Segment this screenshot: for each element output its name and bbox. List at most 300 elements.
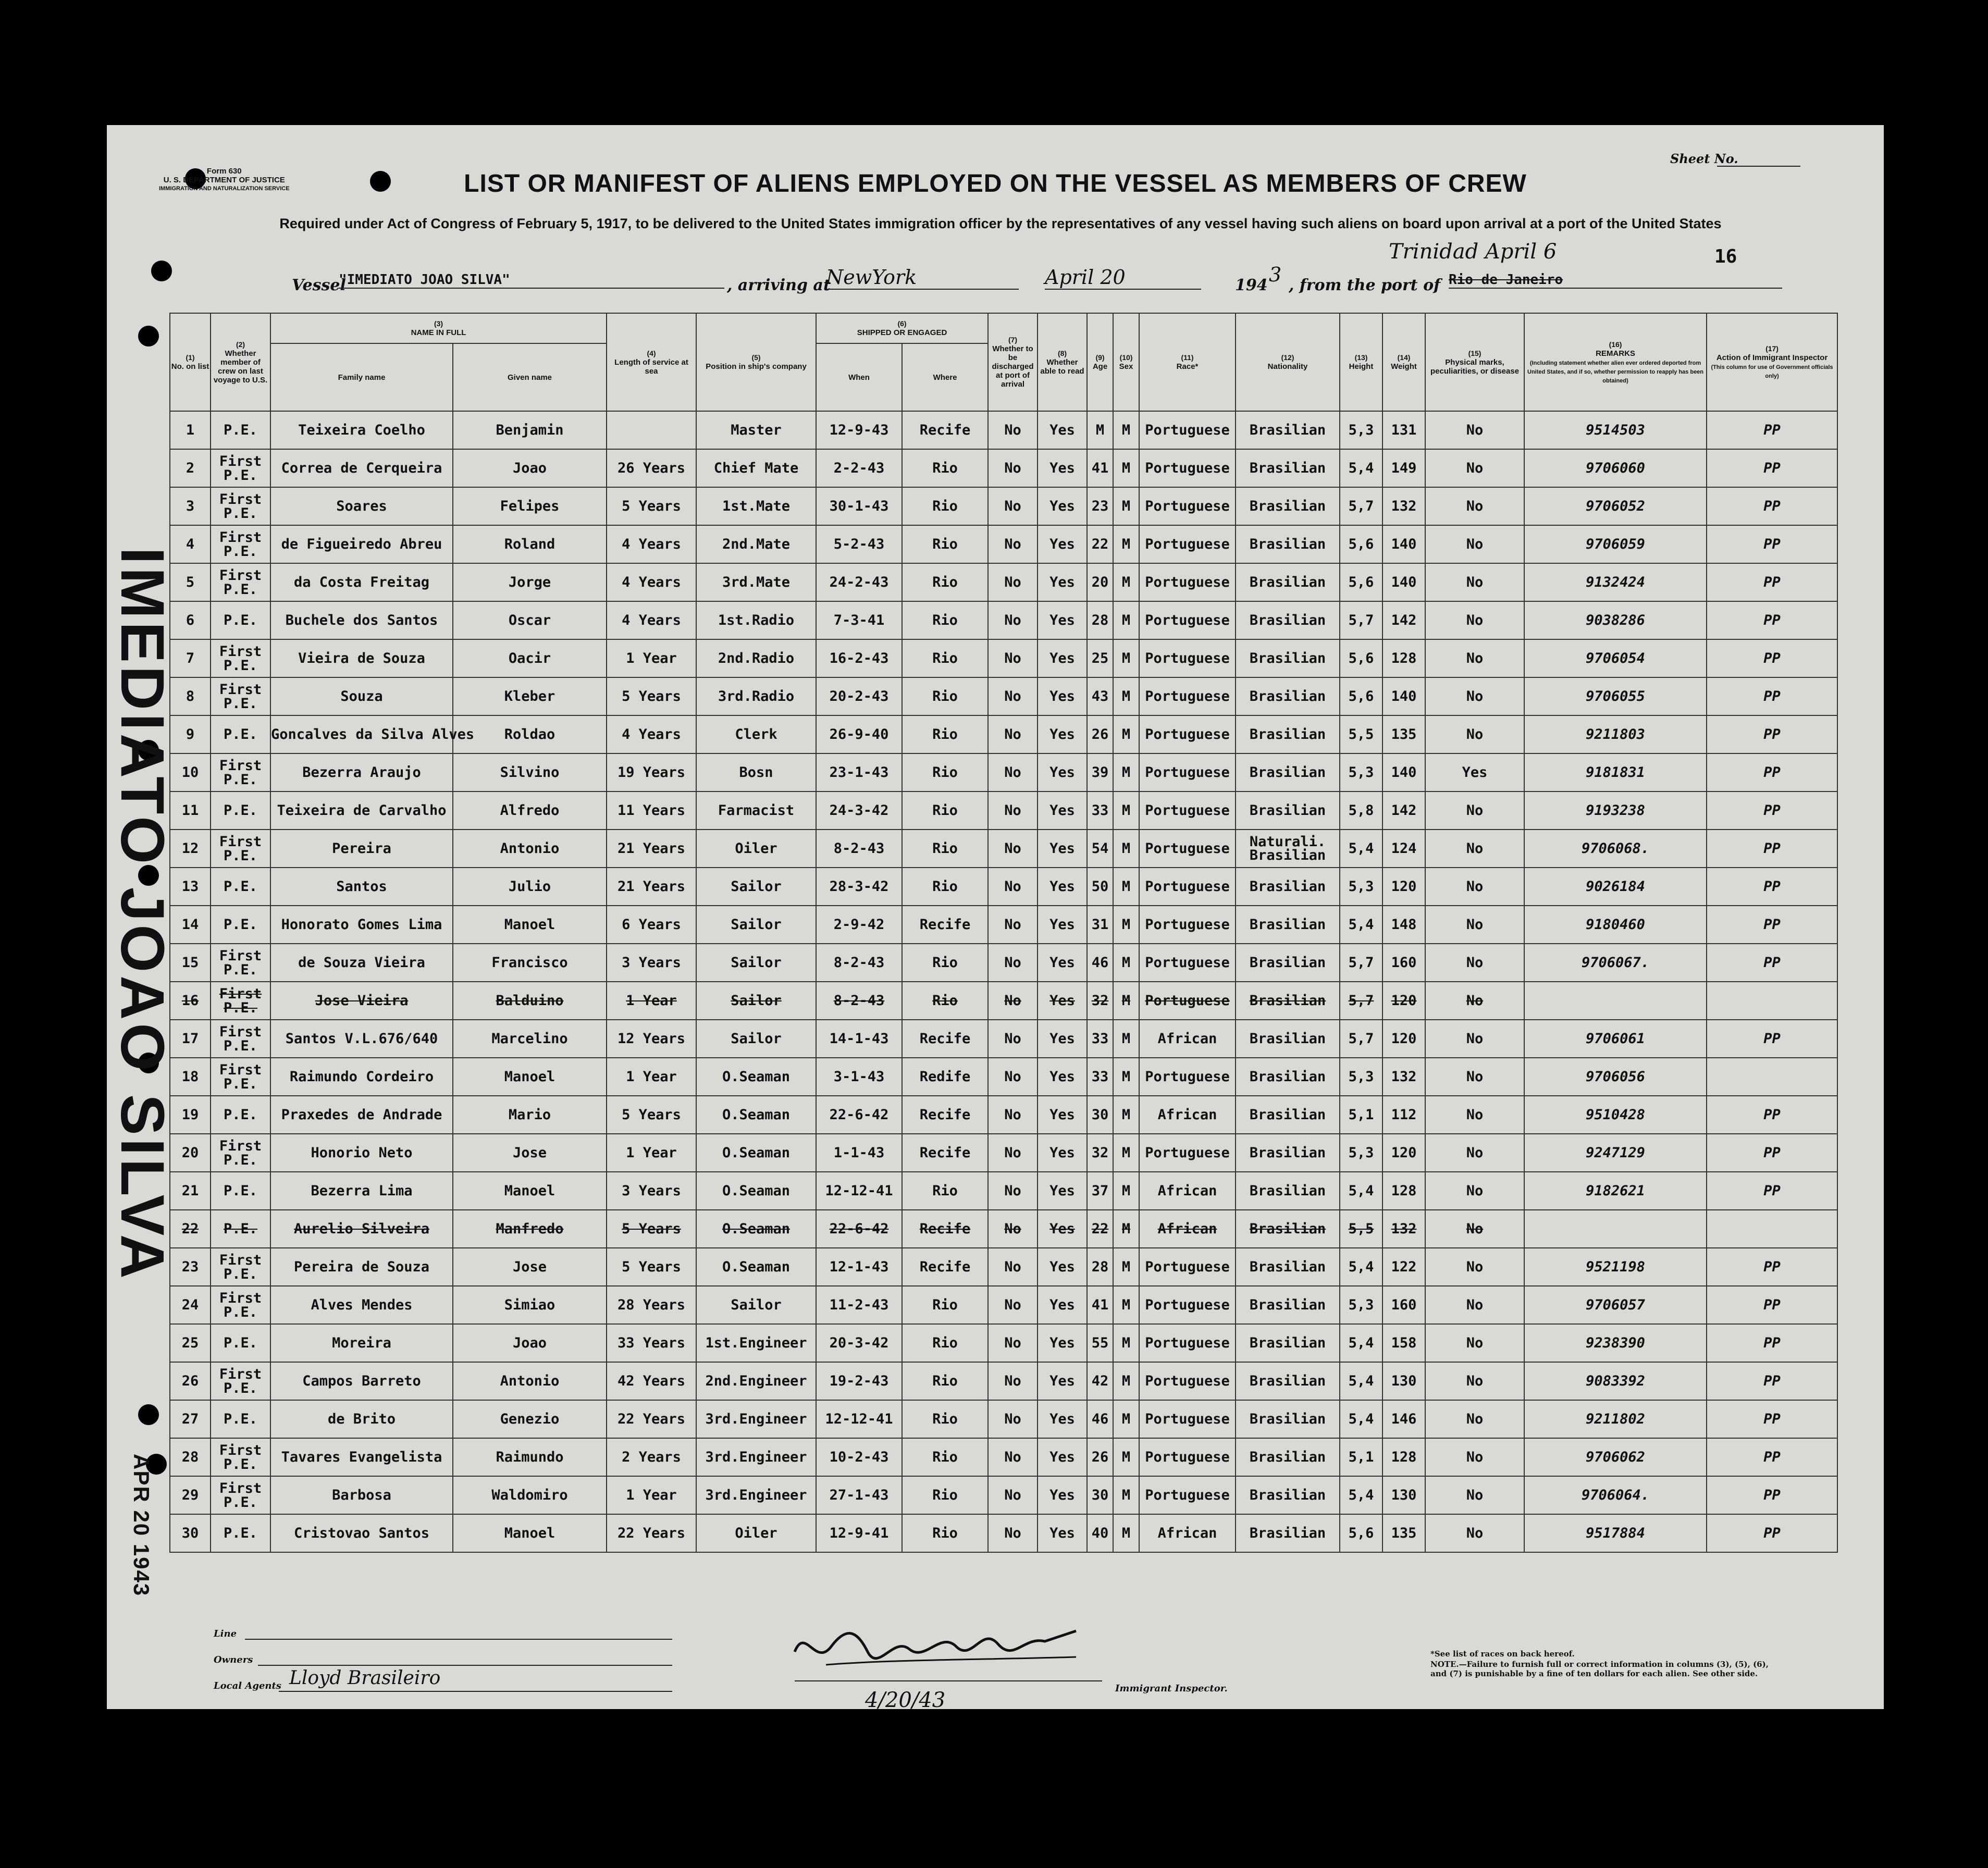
age-cell: 46 [1087, 944, 1113, 982]
physical-marks-cell: No [1425, 601, 1524, 639]
given-name-cell: Jose [453, 1248, 607, 1286]
service-length-cell: 1 Year [607, 1476, 696, 1514]
weight-cell: 130 [1382, 1362, 1425, 1400]
inspector-action-cell [1707, 1210, 1837, 1248]
discharged-cell: No [988, 1020, 1038, 1058]
punch-hole [138, 326, 159, 347]
weight-cell: 122 [1382, 1248, 1425, 1286]
physical-marks-cell: No [1425, 1400, 1524, 1438]
col-shipped-header: (6) SHIPPED OR ENGAGED [816, 313, 988, 343]
col-where-header: Where [902, 343, 988, 411]
race-cell: African [1139, 1514, 1236, 1552]
family-name-cell: Souza [270, 677, 453, 715]
row-number: 11 [170, 791, 211, 830]
position-cell: 3rd.Engineer [696, 1476, 816, 1514]
height-cell: 5,6 [1340, 639, 1382, 677]
given-name-cell: Oacir [453, 639, 607, 677]
last-voyage-cell: First P.E. [211, 830, 270, 868]
sex-cell: M [1113, 639, 1139, 677]
family-name-cell: Bezerra Araujo [270, 753, 453, 791]
last-voyage-cell: P.E. [211, 1096, 270, 1134]
weight-cell: 140 [1382, 563, 1425, 601]
age-cell: 42 [1087, 1362, 1113, 1400]
remarks-cell: 9706064. [1524, 1476, 1707, 1514]
given-name-cell: Antonio [453, 830, 607, 868]
nationality-cell: Brasilian [1236, 1210, 1340, 1248]
sex-cell: M [1113, 1020, 1139, 1058]
row-number: 25 [170, 1324, 211, 1362]
family-name-cell: Correa de Cerqueira [270, 449, 453, 487]
height-cell: 5,3 [1340, 411, 1382, 449]
age-cell: 33 [1087, 1058, 1113, 1096]
weight-cell: 140 [1382, 525, 1425, 563]
col-race-header: (11) Race* [1139, 313, 1236, 411]
weight-cell: 120 [1382, 1020, 1425, 1058]
service-length-cell: 4 Years [607, 525, 696, 563]
age-cell: 23 [1087, 487, 1113, 525]
position-cell: O.Seaman [696, 1210, 816, 1248]
service-length-cell: 6 Years [607, 906, 696, 944]
physical-marks-cell: No [1425, 1134, 1524, 1172]
nationality-cell: Brasilian [1236, 449, 1340, 487]
weight-cell: 131 [1382, 411, 1425, 449]
remarks-cell: 9514503 [1524, 411, 1707, 449]
last-voyage-cell: P.E. [211, 1324, 270, 1362]
race-cell: African [1139, 1096, 1236, 1134]
physical-marks-cell: No [1425, 1096, 1524, 1134]
sex-cell: M [1113, 791, 1139, 830]
service-length-cell: 1 Year [607, 1058, 696, 1096]
shipped-when-cell: 14-1-43 [816, 1020, 902, 1058]
remarks-cell: 9706052 [1524, 487, 1707, 525]
crew-row [170, 525, 1837, 563]
position-cell: Sailor [696, 982, 816, 1020]
nationality-cell: Brasilian [1236, 1324, 1340, 1362]
nationality-cell: Brasilian [1236, 944, 1340, 982]
shipped-where-cell: Rio [902, 449, 988, 487]
physical-marks-cell: No [1425, 715, 1524, 753]
sex-cell: M [1113, 868, 1139, 906]
discharged-cell: No [988, 1210, 1038, 1248]
col-marks-header: (15) Physical marks, peculiarities, or disease [1425, 313, 1524, 411]
able-to-read-cell: Yes [1038, 868, 1087, 906]
shipped-when-cell: 26-9-40 [816, 715, 902, 753]
age-cell: 33 [1087, 1020, 1113, 1058]
remarks-cell: 9132424 [1524, 563, 1707, 601]
row-number: 6 [170, 601, 211, 639]
sex-cell: M [1113, 1286, 1139, 1324]
inspector-action-cell: PP [1707, 1514, 1837, 1552]
remarks-cell: 9193238 [1524, 791, 1707, 830]
race-cell: African [1139, 1020, 1236, 1058]
last-voyage-cell: First P.E. [211, 525, 270, 563]
physical-marks-cell: No [1425, 449, 1524, 487]
shipped-when-cell: 23-1-43 [816, 753, 902, 791]
weight-cell: 128 [1382, 1172, 1425, 1210]
row-number: 28 [170, 1438, 211, 1476]
sex-cell: M [1113, 830, 1139, 868]
sheet-number-line [1717, 166, 1800, 167]
nationality-cell: Brasilian [1236, 1286, 1340, 1324]
age-cell: 26 [1087, 1438, 1113, 1476]
shipped-where-cell: Rio [902, 944, 988, 982]
sex-cell: M [1113, 449, 1139, 487]
document-title: LIST OR MANIFEST OF ALIENS EMPLOYED ON THE VESSEL AS MEMBERS OF CREW [464, 170, 1527, 197]
able-to-read-cell: Yes [1038, 1438, 1087, 1476]
height-cell: 5,4 [1340, 449, 1382, 487]
race-cell: Portuguese [1139, 1286, 1236, 1324]
given-name-cell: Roldao [453, 715, 607, 753]
age-cell: 32 [1087, 982, 1113, 1020]
position-cell: O.Seaman [696, 1248, 816, 1286]
sex-cell: M [1113, 525, 1139, 563]
col-family-name-header: Family name [270, 343, 453, 411]
vessel-name: "IMEDIATO JOAO SILVA" [339, 272, 724, 289]
inspector-underline [795, 1680, 1102, 1681]
crew-row [170, 1400, 1837, 1438]
crew-row [170, 982, 1837, 1020]
row-number: 29 [170, 1476, 211, 1514]
remarks-cell: 9706054 [1524, 639, 1707, 677]
family-name-cell: Teixeira de Carvalho [270, 791, 453, 830]
shipped-where-cell: Rio [902, 1400, 988, 1438]
inspector-action-cell: PP [1707, 944, 1837, 982]
race-cell: Portuguese [1139, 639, 1236, 677]
discharged-cell: No [988, 715, 1038, 753]
given-name-cell: Kleber [453, 677, 607, 715]
last-voyage-cell: First P.E. [211, 1286, 270, 1324]
remarks-cell: 9038286 [1524, 601, 1707, 639]
sex-cell: M [1113, 906, 1139, 944]
last-voyage-cell: First P.E. [211, 677, 270, 715]
sheet-number-label: Sheet No. [1670, 151, 1738, 166]
sex-cell: M [1113, 982, 1139, 1020]
crew-row [170, 677, 1837, 715]
col-position-header: (5) Position in ship's company [696, 313, 816, 411]
sex-cell: M [1113, 411, 1139, 449]
height-cell: 5,5 [1340, 715, 1382, 753]
row-number: 17 [170, 1020, 211, 1058]
shipped-when-cell: 16-2-43 [816, 639, 902, 677]
family-name-cell: Pereira de Souza [270, 1248, 453, 1286]
weight-cell: 158 [1382, 1324, 1425, 1362]
nationality-cell: Brasilian [1236, 677, 1340, 715]
family-name-cell: Santos [270, 868, 453, 906]
race-cell: Portuguese [1139, 982, 1236, 1020]
shipped-when-cell: 19-2-43 [816, 1362, 902, 1400]
discharged-cell: No [988, 1248, 1038, 1286]
given-name-cell: Manoel [453, 1514, 607, 1552]
age-cell: 22 [1087, 525, 1113, 563]
remarks-cell: 9706061 [1524, 1020, 1707, 1058]
shipped-where-cell: Recife [902, 906, 988, 944]
age-cell: 32 [1087, 1134, 1113, 1172]
nationality-cell: Brasilian [1236, 487, 1340, 525]
physical-marks-cell: No [1425, 830, 1524, 868]
sex-cell: M [1113, 1362, 1139, 1400]
race-cell: Portuguese [1139, 791, 1236, 830]
crew-row [170, 1286, 1837, 1324]
col-height-header: (13) Height [1340, 313, 1382, 411]
last-voyage-cell: First P.E. [211, 753, 270, 791]
age-cell: 30 [1087, 1096, 1113, 1134]
height-cell: 5,3 [1340, 868, 1382, 906]
sex-cell: M [1113, 944, 1139, 982]
weight-cell: 142 [1382, 601, 1425, 639]
able-to-read-cell: Yes [1038, 1476, 1087, 1514]
nationality-cell: Brasilian [1236, 525, 1340, 563]
given-name-cell: Oscar [453, 601, 607, 639]
weight-cell: 120 [1382, 1134, 1425, 1172]
crew-row [170, 1134, 1837, 1172]
shipped-when-cell: 24-3-42 [816, 791, 902, 830]
height-cell: 5,4 [1340, 830, 1382, 868]
race-cell: Portuguese [1139, 1248, 1236, 1286]
last-voyage-cell: P.E. [211, 868, 270, 906]
remarks-cell [1524, 982, 1707, 1020]
nationality-cell: Brasilian [1236, 1400, 1340, 1438]
discharged-cell: No [988, 601, 1038, 639]
position-cell: 3rd.Engineer [696, 1400, 816, 1438]
row-number: 12 [170, 830, 211, 868]
discharged-cell: No [988, 1058, 1038, 1096]
inspector-action-cell [1707, 982, 1837, 1020]
row-number: 22 [170, 1210, 211, 1248]
discharged-cell: No [988, 525, 1038, 563]
position-cell: 3rd.Mate [696, 563, 816, 601]
race-cell: Portuguese [1139, 753, 1236, 791]
remarks-cell: 9706068. [1524, 830, 1707, 868]
race-cell: Portuguese [1139, 677, 1236, 715]
age-cell: 46 [1087, 1400, 1113, 1438]
race-cell: Portuguese [1139, 1134, 1236, 1172]
race-cell: Portuguese [1139, 944, 1236, 982]
physical-marks-cell: No [1425, 906, 1524, 944]
given-name-cell: Manoel [453, 906, 607, 944]
punch-hole [151, 261, 172, 281]
service-length-cell: 2 Years [607, 1438, 696, 1476]
weight-cell: 132 [1382, 487, 1425, 525]
col-when-header: When [816, 343, 902, 411]
shipped-when-cell: 20-2-43 [816, 677, 902, 715]
height-cell: 5,3 [1340, 1058, 1382, 1096]
inspector-action-cell: PP [1707, 868, 1837, 906]
shipped-when-cell: 7-3-41 [816, 601, 902, 639]
given-name-cell: Balduino [453, 982, 607, 1020]
discharged-cell: No [988, 1286, 1038, 1324]
nationality-cell: Brasilian [1236, 1020, 1340, 1058]
age-cell: 31 [1087, 906, 1113, 944]
position-cell: Bosn [696, 753, 816, 791]
height-cell: 5,1 [1340, 1438, 1382, 1476]
crew-row [170, 1324, 1837, 1362]
service-length-cell: 26 Years [607, 449, 696, 487]
col-service-header: (4) Length of service at sea [607, 313, 696, 411]
physical-marks-cell: No [1425, 944, 1524, 982]
inspector-action-cell: PP [1707, 906, 1837, 944]
age-cell: 25 [1087, 639, 1113, 677]
given-name-cell: Raimundo [453, 1438, 607, 1476]
crew-row [170, 487, 1837, 525]
physical-marks-cell: No [1425, 1438, 1524, 1476]
crew-row [170, 1248, 1837, 1286]
discharged-cell: No [988, 1400, 1038, 1438]
last-voyage-cell: P.E. [211, 791, 270, 830]
discharged-cell: No [988, 639, 1038, 677]
row-number: 23 [170, 1248, 211, 1286]
crew-manifest-table [169, 313, 1838, 1553]
race-cell: Portuguese [1139, 487, 1236, 525]
family-name-cell: Barbosa [270, 1476, 453, 1514]
family-name-cell: da Costa Freitag [270, 563, 453, 601]
crew-row [170, 1096, 1837, 1134]
remarks-cell: 9706055 [1524, 677, 1707, 715]
discharged-cell: No [988, 753, 1038, 791]
able-to-read-cell: Yes [1038, 449, 1087, 487]
last-voyage-cell: First P.E. [211, 982, 270, 1020]
row-number: 3 [170, 487, 211, 525]
remarks-cell: 9510428 [1524, 1096, 1707, 1134]
discharged-cell: No [988, 1324, 1038, 1362]
weight-cell: 128 [1382, 639, 1425, 677]
sex-cell: M [1113, 487, 1139, 525]
inspector-action-cell: PP [1707, 449, 1837, 487]
weight-cell: 120 [1382, 868, 1425, 906]
given-name-cell: Marcelino [453, 1020, 607, 1058]
given-name-cell: Genezio [453, 1400, 607, 1438]
crew-row [170, 1058, 1837, 1096]
physical-marks-cell: No [1425, 1058, 1524, 1096]
remarks-cell: 9211802 [1524, 1400, 1707, 1438]
col-weight-header: (14) Weight [1382, 313, 1425, 411]
shipped-when-cell: 12-12-41 [816, 1172, 902, 1210]
family-name-cell: Pereira [270, 830, 453, 868]
physical-marks-cell: No [1425, 868, 1524, 906]
inspector-action-cell: PP [1707, 563, 1837, 601]
remarks-cell: 9706056 [1524, 1058, 1707, 1096]
able-to-read-cell: Yes [1038, 715, 1087, 753]
given-name-cell: Joao [453, 1324, 607, 1362]
arriving-port: NewYork [826, 266, 1019, 290]
shipped-when-cell: 1-1-43 [816, 1134, 902, 1172]
row-number: 5 [170, 563, 211, 601]
given-name-cell: Simiao [453, 1286, 607, 1324]
crew-row [170, 1210, 1837, 1248]
physical-marks-cell: No [1425, 1476, 1524, 1514]
inspector-action-cell: PP [1707, 601, 1837, 639]
local-agents-label: Local Agents [214, 1680, 281, 1691]
age-cell: 26 [1087, 715, 1113, 753]
discharged-cell: No [988, 677, 1038, 715]
crew-row [170, 715, 1837, 753]
inspector-label: Immigrant Inspector. [1115, 1683, 1228, 1694]
race-cell: Portuguese [1139, 1362, 1236, 1400]
shipped-where-cell: Rio [902, 677, 988, 715]
owners-label: Owners [214, 1654, 253, 1665]
last-voyage-cell: First P.E. [211, 1248, 270, 1286]
inspector-action-cell: PP [1707, 1248, 1837, 1286]
remarks-cell: 9706060 [1524, 449, 1707, 487]
age-cell: 43 [1087, 677, 1113, 715]
shipped-when-cell: 3-1-43 [816, 1058, 902, 1096]
position-cell: 1st.Engineer [696, 1324, 816, 1362]
shipped-when-cell: 20-3-42 [816, 1324, 902, 1362]
shipped-when-cell: 24-2-43 [816, 563, 902, 601]
row-number: 15 [170, 944, 211, 982]
inspector-action-cell: PP [1707, 1324, 1837, 1362]
discharged-cell: No [988, 830, 1038, 868]
sex-cell: M [1113, 753, 1139, 791]
nationality-cell: Brasilian [1236, 1476, 1340, 1514]
last-voyage-cell: First P.E. [211, 1362, 270, 1400]
local-agents-signature: Lloyd Brasileiro [289, 1667, 441, 1689]
last-voyage-cell: P.E. [211, 411, 270, 449]
inspector-action-cell: PP [1707, 1438, 1837, 1476]
able-to-read-cell: Yes [1038, 1400, 1087, 1438]
col-name-header: (3) NAME IN FULL [270, 313, 607, 343]
physical-marks-cell: No [1425, 982, 1524, 1020]
physical-marks-cell: No [1425, 791, 1524, 830]
able-to-read-cell: Yes [1038, 1362, 1087, 1400]
physical-marks-cell: No [1425, 563, 1524, 601]
last-voyage-cell: P.E. [211, 1210, 270, 1248]
crew-row [170, 411, 1837, 449]
crew-row [170, 868, 1837, 906]
nationality-cell: Brasilian [1236, 868, 1340, 906]
shipped-where-cell: Rio [902, 715, 988, 753]
able-to-read-cell: Yes [1038, 830, 1087, 868]
weight-cell: 124 [1382, 830, 1425, 868]
sex-cell: M [1113, 1248, 1139, 1286]
discharged-cell: No [988, 411, 1038, 449]
remarks-cell [1524, 1210, 1707, 1248]
family-name-cell: Alves Mendes [270, 1286, 453, 1324]
shipped-when-cell: 10-2-43 [816, 1438, 902, 1476]
from-label: , from the port of [1289, 276, 1441, 294]
remarks-cell: 9180460 [1524, 906, 1707, 944]
shipped-when-cell: 11-2-43 [816, 1286, 902, 1324]
able-to-read-cell: Yes [1038, 753, 1087, 791]
last-voyage-cell: P.E. [211, 1400, 270, 1438]
shipped-when-cell: 22-6-42 [816, 1210, 902, 1248]
arrival-date-stamp: APR 20 1943 [129, 1454, 154, 1597]
sex-cell: M [1113, 563, 1139, 601]
discharged-cell: No [988, 1476, 1038, 1514]
race-cell: Portuguese [1139, 563, 1236, 601]
weight-cell: 160 [1382, 1286, 1425, 1324]
service-name: IMMIGRATION AND NATURALIZATION SERVICE [159, 185, 290, 192]
sex-cell: M [1113, 1134, 1139, 1172]
able-to-read-cell: Yes [1038, 1286, 1087, 1324]
weight-cell: 148 [1382, 906, 1425, 944]
able-to-read-cell: Yes [1038, 944, 1087, 982]
discharged-cell: No [988, 982, 1038, 1020]
race-cell: African [1139, 1172, 1236, 1210]
given-name-cell: Manoel [453, 1058, 607, 1096]
sex-cell: M [1113, 1400, 1139, 1438]
physical-marks-cell: No [1425, 525, 1524, 563]
row-number: 20 [170, 1134, 211, 1172]
last-voyage-cell: First P.E. [211, 1020, 270, 1058]
remarks-cell: 9182621 [1524, 1172, 1707, 1210]
service-length-cell: 3 Years [607, 1172, 696, 1210]
line-underline [245, 1639, 672, 1640]
inspector-action-cell: PP [1707, 1134, 1837, 1172]
height-cell: 5,6 [1340, 677, 1382, 715]
remarks-cell: 9521198 [1524, 1248, 1707, 1286]
inspector-action-cell: PP [1707, 487, 1837, 525]
family-name-cell: Raimundo Cordeiro [270, 1058, 453, 1096]
